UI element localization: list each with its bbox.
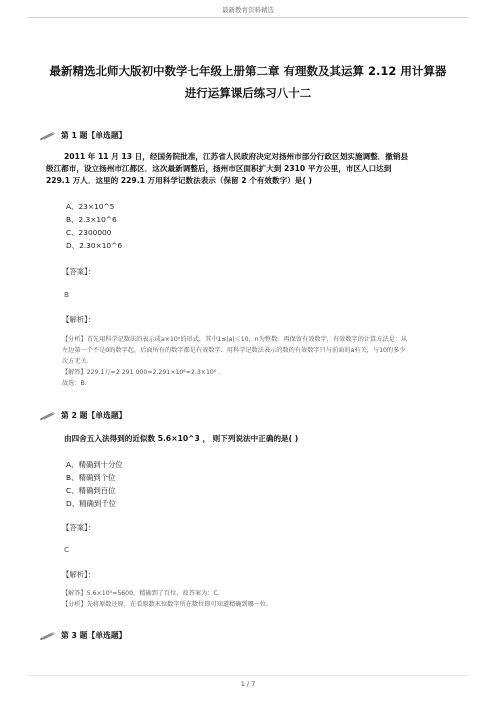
question-1-heading — [40, 128, 126, 142]
option-c: C、精确到百位 — [66, 486, 116, 495]
answer-value: C — [64, 545, 70, 554]
answer-value: B — [64, 290, 70, 299]
explanation-line: 【解答】229.1万=2 291 000=2.291×10⁶≈2.3×10⁶ ． — [62, 369, 225, 376]
explanation-label: 【解析】： — [62, 570, 96, 579]
question-3-heading — [40, 628, 126, 642]
pencil-icon — [40, 131, 56, 140]
option-b: B、精确到个位 — [66, 473, 116, 482]
question-2-heading-text: 第 2 题【单选题】 — [61, 410, 127, 420]
question-2-heading — [40, 408, 126, 422]
pencil-icon — [40, 631, 56, 640]
explanation-label: 【解析】： — [62, 315, 96, 324]
header-note: 最新教育资料精选 — [222, 6, 274, 14]
page-number: 1 / 7 — [240, 680, 256, 688]
question-1-heading-text: 第 1 题【单选题】 — [61, 130, 127, 140]
answer-label: 【答案】： — [62, 523, 96, 532]
pencil-icon — [40, 411, 56, 420]
title-line-1: 最新精选北师大版初中数学七年级上册第二章 有理数及其运算 2.12 用计算器 — [49, 64, 447, 78]
stem-line: 由四舍五入法得到的近似数 5.6×10^3 ， 则下列说法中正确的是( ) — [64, 434, 299, 443]
question-2-explanation — [62, 588, 447, 610]
stem-line: 级江都市，设立扬州市江都区．这次最新调整后，扬州市区面积扩大到 2310 平方公里，市区人口达到 — [46, 164, 392, 173]
option-a: A、23×10^5 — [66, 202, 115, 211]
option-a: A、精确到十分位 — [66, 460, 123, 469]
explanation-line: 【分析】首先用科学记数法的表示成a×10ⁿ的形式，其中1≤|a|＜10，n为整数．再保留有效数字，有效数字的计算方法是：从 — [62, 336, 408, 343]
stem-line: 229.1 万人．这里的 229.1 万用科学记数法表示（保留 2 个有效数字）是( ) — [46, 176, 312, 185]
stem-line: 2011 年 11 月 13 日，经国务院批准，江苏省人民政府决定对扬州市部分行政区划实施调整．撤销县 — [64, 152, 409, 161]
question-1-explanation — [62, 334, 447, 389]
explanation-line: 左边第一个不是0的数字起，后面所有的数字都是有效数字．用科学记数法表示的数的有效数字只与前面的a有关，与10的多少 — [62, 347, 406, 354]
option-b: B、2.3×10^6 — [66, 215, 117, 224]
question-3-heading-text: 第 3 题【单选题】 — [61, 630, 127, 640]
option-d: D、2.30×10^6 — [66, 241, 123, 250]
header-divider — [28, 17, 468, 18]
document-title — [0, 60, 496, 104]
question-1-stem — [46, 151, 456, 187]
answer-label: 【答案】： — [62, 267, 96, 276]
explanation-line: 【解答】5.6×10³=5600，精确到了百位，故答案为：C — [62, 590, 218, 597]
title-line-2: 进行运算课后练习八十二 — [184, 86, 312, 100]
footer-divider — [28, 675, 468, 676]
option-d: D、精确到千位 — [66, 499, 117, 508]
explanation-line: 次方无关． — [62, 358, 93, 365]
explanation-line: 【分析】先将原数还原，在看原数末位数字所在数位即可知道精确到哪一位。 — [62, 601, 273, 608]
option-c: C、2300000 — [66, 228, 112, 237]
question-2-stem — [64, 433, 456, 445]
explanation-line: 故选：B． — [62, 380, 91, 387]
